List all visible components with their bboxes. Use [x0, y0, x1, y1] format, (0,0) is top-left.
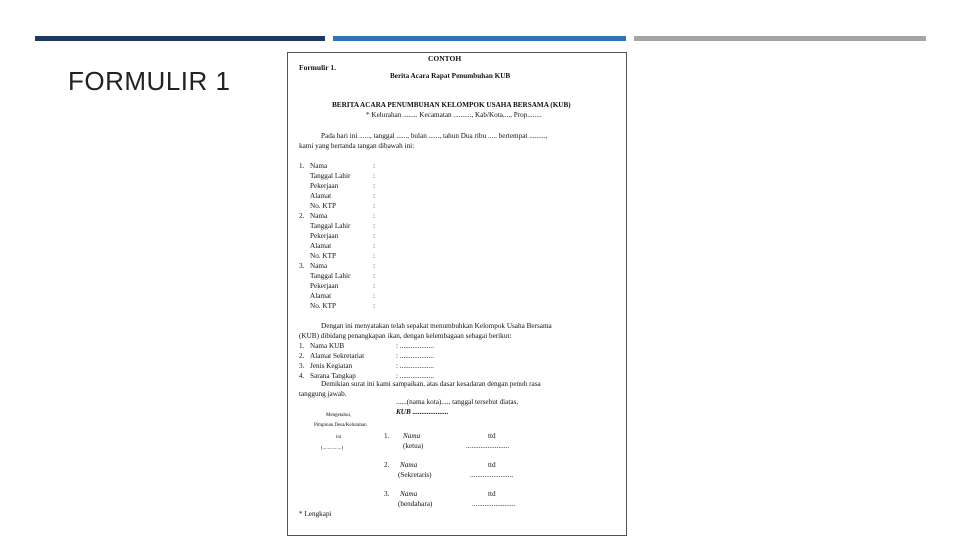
signer-role: (ketua) — [403, 442, 424, 450]
kub-item-label: Alamat Sekretariat — [310, 352, 365, 360]
person-3-number: 3. — [299, 262, 305, 270]
signer-role: (Sekretaris) — [398, 471, 432, 479]
colon: : — [373, 272, 375, 280]
colon: : — [373, 192, 375, 200]
doc-heading: BERITA ACARA PENUMBUHAN KELOMPOK USAHA BERSAMA (KUB) — [332, 101, 571, 109]
person-1-field: Pekerjaan — [310, 182, 339, 190]
person-2-field: Pekerjaan — [310, 232, 339, 240]
signer-ttd: ttd — [488, 432, 496, 440]
closing-line-1: Demikian surat ini kami sampaikan, atas dasar kesadaran dengan penuh rasa — [321, 380, 541, 388]
kub-item-number: 4. — [299, 372, 305, 380]
kub-item-label: Jenis Kegiatan — [310, 362, 353, 370]
person-2-field: No. KTP — [310, 252, 336, 260]
person-1-field: Alamat — [310, 192, 332, 200]
signer-line: ........................ — [466, 442, 510, 450]
intro-line-1: Pada hari ini ......, tanggal ......, bulan ......, tahun Dua ribu ..... bertempat ........., — [321, 132, 548, 140]
signer-ttd: ttd — [488, 490, 496, 498]
person-2-field: Tanggal Lahir — [310, 222, 351, 230]
blank-signature: (...............) — [321, 446, 344, 451]
formulir-label: Formulir 1. — [299, 63, 336, 72]
person-3-field: No. KTP — [310, 302, 336, 310]
signer-ttd: ttd — [488, 461, 496, 469]
doc-subheading: Berita Acara Rapat Penumbuhan KUB — [390, 72, 511, 80]
contoh-label: CONTOH — [428, 54, 462, 63]
signer-line: ........................ — [470, 471, 514, 479]
colon: : — [373, 262, 375, 270]
footnote: * Lengkapi — [299, 510, 332, 518]
closing-line-2: tanggung jawab. — [299, 390, 347, 398]
person-1-number: 1. — [299, 162, 305, 170]
kub-signature-line: KUB .................... — [396, 408, 449, 416]
colon: : — [373, 222, 375, 230]
signer-line: ........................ — [472, 500, 516, 508]
person-1-field: Nama — [310, 162, 328, 170]
colon: : — [373, 292, 375, 300]
kub-item-value: : ................... — [396, 352, 434, 360]
colon: : — [373, 162, 375, 170]
signer-number: 3. — [384, 490, 390, 498]
person-1-field: Tanggal Lahir — [310, 172, 351, 180]
signer-name: Nama — [400, 490, 418, 498]
kub-item-value: : ................... — [396, 362, 434, 370]
person-3-field: Pekerjaan — [310, 282, 339, 290]
signer-name: Nama — [403, 432, 421, 440]
kub-item-label: Sarana Tangkap — [310, 372, 356, 380]
kub-item-label: Nama KUB — [310, 342, 345, 350]
person-2-field: Nama — [310, 212, 328, 220]
kub-item-number: 3. — [299, 362, 305, 370]
accent-bar-middle — [333, 36, 626, 41]
person-3-field: Nama — [310, 262, 328, 270]
doc-location: * Kelurahan ........ Kecamatan .........., Kab/Kota...., Prop........ — [366, 111, 542, 119]
kub-item-value: : ................... — [396, 342, 434, 350]
colon: : — [373, 242, 375, 250]
statement-line-2: (KUB) dibidang penangkapan ikan, dengan kelembagaan sebagai berikut: — [299, 332, 512, 340]
signer-role: (bendahara) — [398, 500, 433, 508]
kub-item-number: 2. — [299, 352, 305, 360]
colon: : — [373, 212, 375, 220]
colon: : — [373, 182, 375, 190]
colon: : — [373, 282, 375, 290]
colon: : — [373, 232, 375, 240]
person-2-number: 2. — [299, 212, 305, 220]
colon: : — [373, 172, 375, 180]
slide-title: FORMULIR 1 — [68, 66, 231, 96]
person-1-field: No. KTP — [310, 202, 336, 210]
kub-item-number: 1. — [299, 342, 305, 350]
document-image — [287, 52, 627, 536]
pejabat-label: Pimpinan Desa/Kelurahan — [314, 423, 367, 428]
mengetahui-label: Mengetahui, — [326, 413, 352, 418]
colon: : — [373, 202, 375, 210]
ini-label: ini — [336, 435, 342, 440]
colon: : — [373, 302, 375, 310]
signer-name: Nama — [400, 461, 418, 469]
accent-bar-right — [634, 36, 926, 41]
accent-bar-left — [35, 36, 325, 41]
place-date: ......(nama kota)...., tanggal tersebut diatas, — [396, 398, 519, 406]
signer-number: 2. — [384, 461, 390, 469]
kub-item-value: : ................... — [396, 372, 434, 380]
colon: : — [373, 252, 375, 260]
person-3-field: Alamat — [310, 292, 332, 300]
person-2-field: Alamat — [310, 242, 332, 250]
person-3-field: Tanggal Lahir — [310, 272, 351, 280]
statement-line-1: Dengan ini menyatakan telah sepakat menumbuhkan Kelompok Usaha Bersama — [321, 322, 552, 330]
intro-line-2: kami yang bertanda tangan dibawah ini: — [299, 142, 415, 150]
signer-number: 1. — [384, 432, 390, 440]
